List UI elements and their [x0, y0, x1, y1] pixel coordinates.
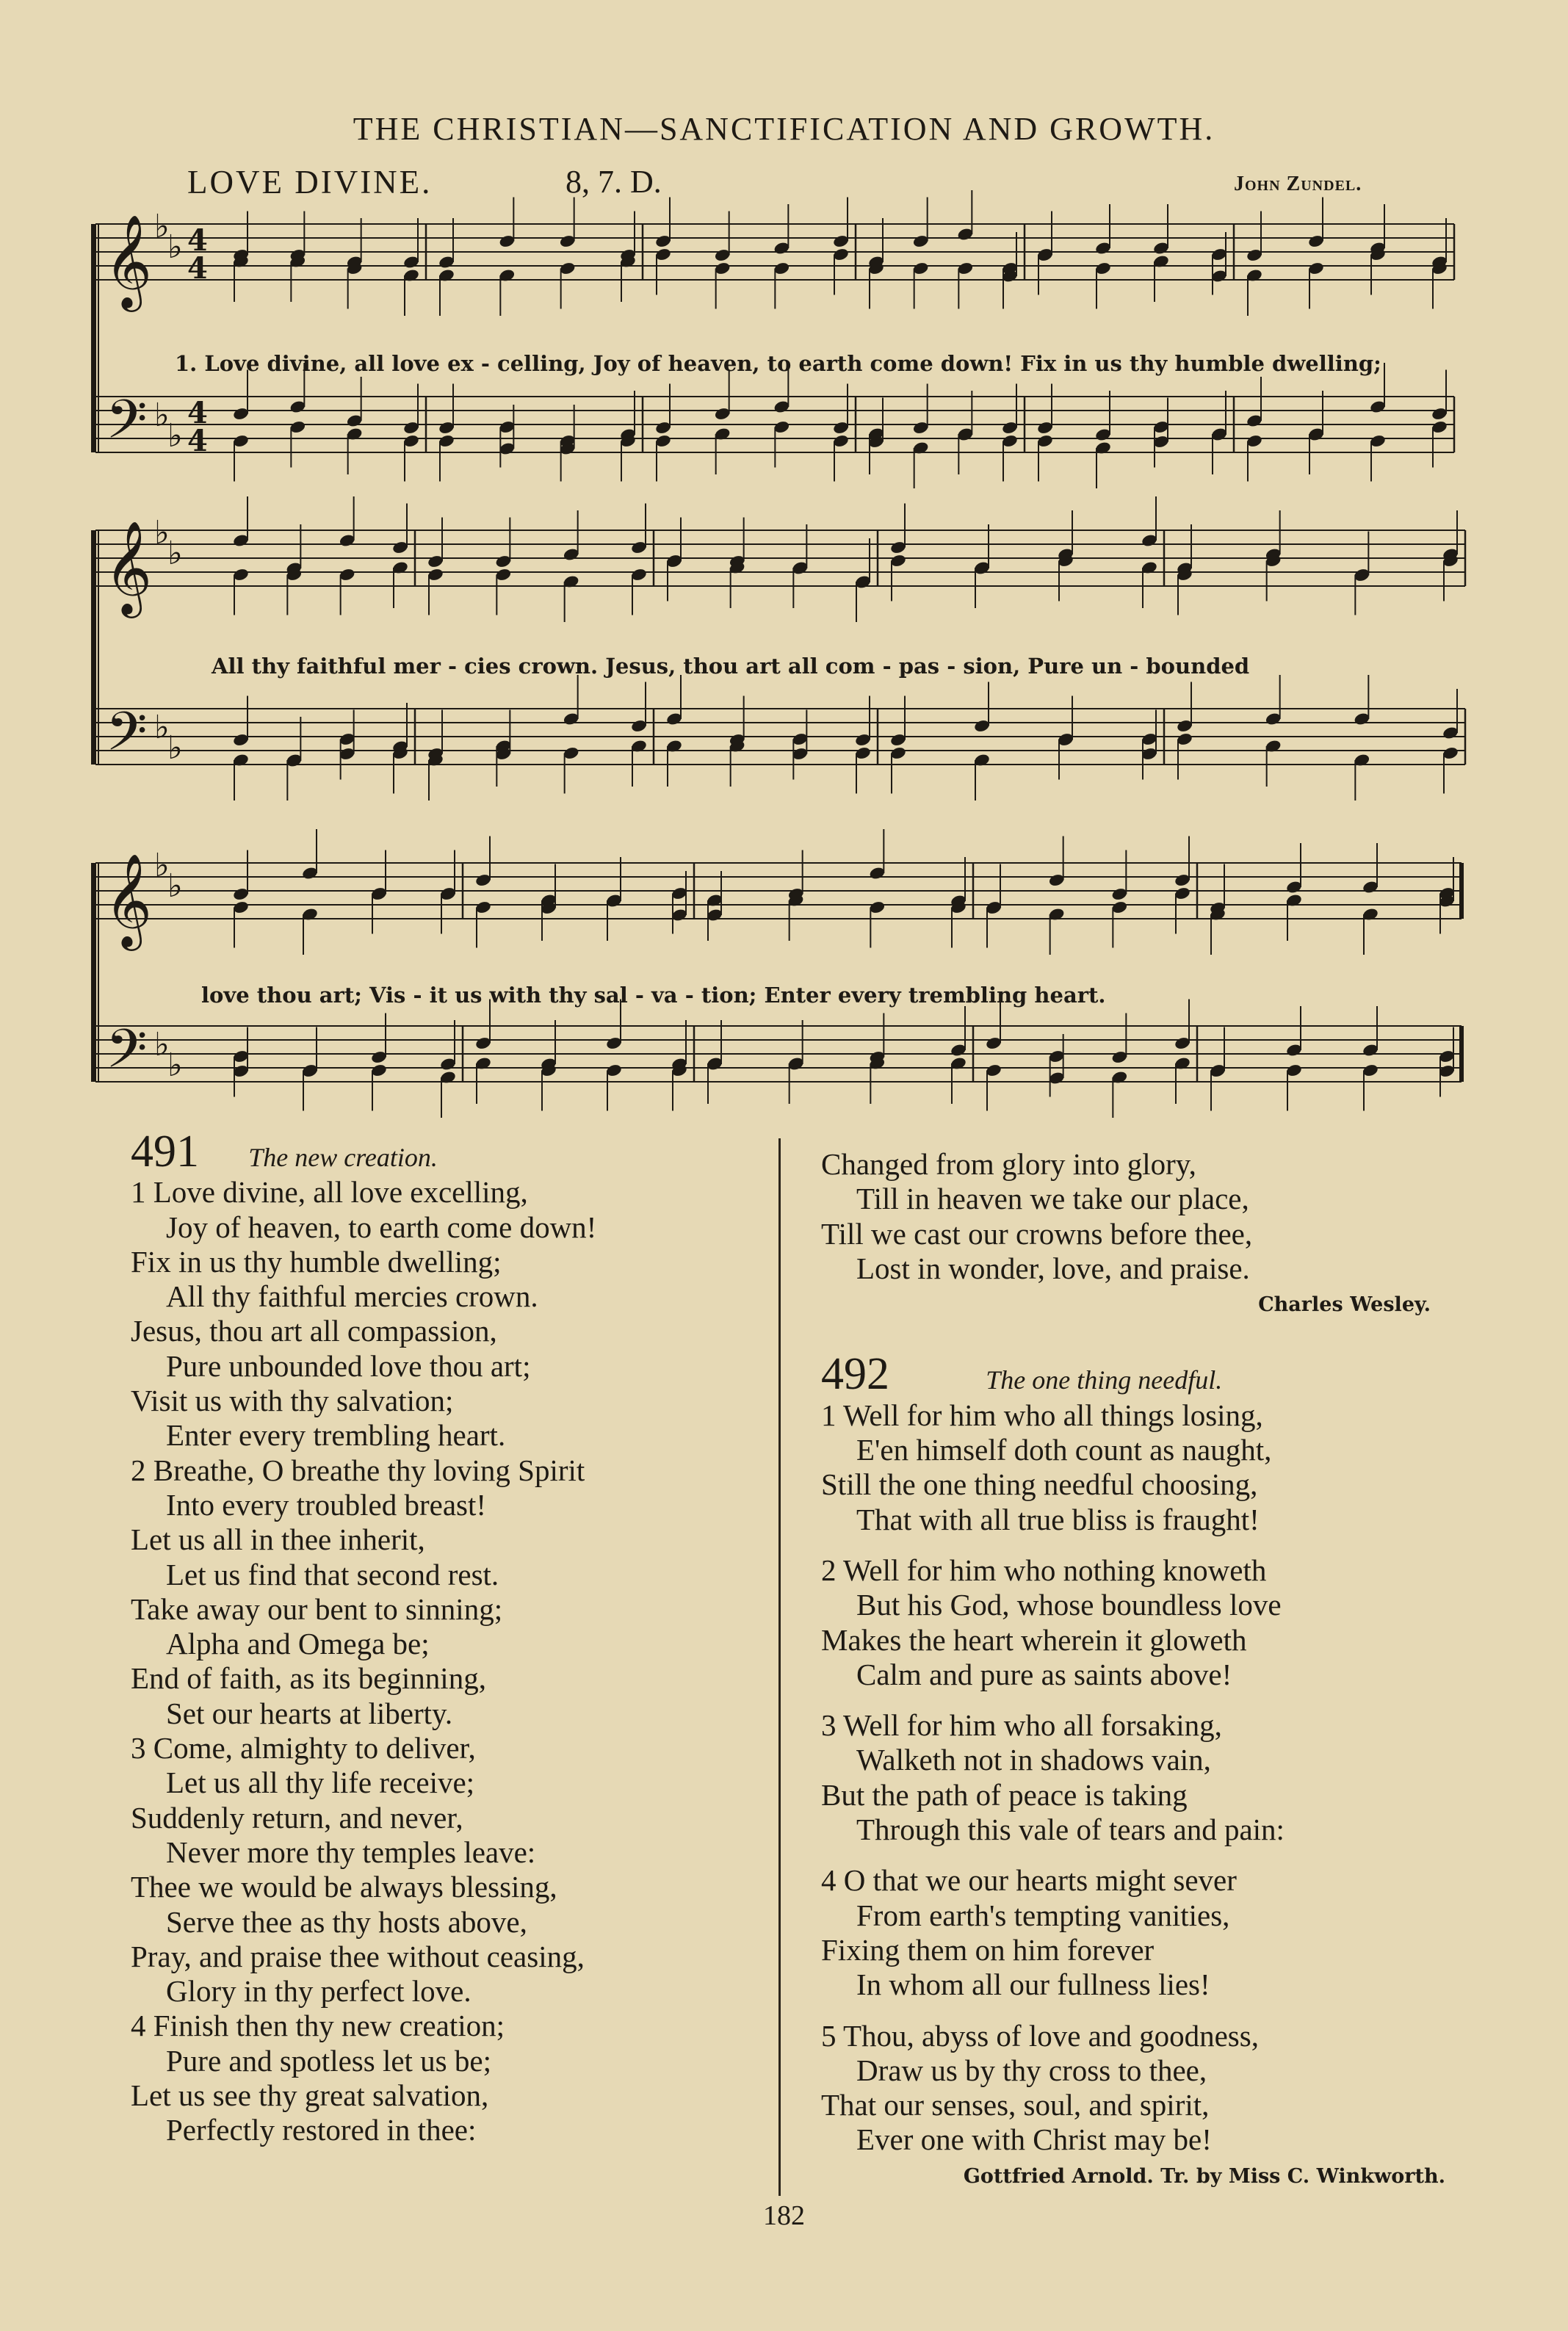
lyric-line-2: All thy faithful mer - cies crown. Jesus, thou art all com - pas - sion, Pure un - bounded	[212, 654, 1250, 679]
hymn-number: 491	[131, 1127, 199, 1177]
hymn-line: Never more thy temples leave:	[166, 1835, 536, 1869]
lyric-line-1: 1. Love divine, all love ex - celling, Joy of heaven, to earth come down! Fix in us thy humble dwelling;	[175, 351, 1381, 376]
flat-sign: ♭	[167, 535, 183, 572]
hymn-line: Let us find that second rest.	[166, 1557, 499, 1591]
hymn-line: Into every troubled breast!	[166, 1487, 487, 1522]
time-signature: 4	[187, 424, 208, 458]
stanza-gap	[821, 1847, 1445, 1863]
hymn-line: Visit us with thy salvation;	[131, 1384, 454, 1418]
flat-sign: ♭	[154, 208, 170, 245]
hymn-line: Ever one with Christ may be!	[856, 2122, 1212, 2157]
hymn-line: Jesus, thou art all compassion,	[131, 1314, 497, 1348]
lyric-line-3: love thou art; Vis - it us with thy sal - va - tion; Enter every trembling heart.	[201, 983, 1106, 1008]
flat-sign: ♭	[154, 709, 170, 746]
hymn-line: Glory in thy perfect love.	[166, 1974, 472, 2009]
hymn-heading	[821, 1349, 1445, 1400]
treble-clef: 𝄞	[104, 520, 153, 614]
hymn-491-continued	[821, 1147, 1445, 2194]
flat-sign: ♭	[154, 847, 170, 884]
composer: John Zundel.	[1234, 173, 1362, 195]
hymn-line: Perfectly restored in thee:	[166, 2113, 477, 2147]
hymn-line: Makes the heart wherein it gloweth	[821, 1622, 1247, 1657]
flat-sign: ♭	[167, 417, 183, 455]
hymn-line: Pure and spotless let us be;	[166, 2043, 491, 2078]
hymn-line: Walketh not in shadows vain,	[856, 1743, 1211, 1777]
running-head: THE CHRISTIAN—SANCTIFICATION AND GROWTH.	[353, 111, 1215, 147]
flat-sign: ♭	[154, 514, 170, 552]
bass-clef: 𝄢	[106, 1017, 148, 1093]
hymn-line: E'en himself doth count as naught,	[856, 1433, 1272, 1467]
hymn-subtitle: The one thing needful.	[986, 1365, 1223, 1395]
hymn-verses	[821, 1147, 1445, 1286]
stanza-gap	[821, 1537, 1445, 1553]
hymn-verses	[131, 1175, 596, 2147]
meter: 8, 7. D.	[566, 164, 662, 200]
hymn-491	[131, 1127, 597, 2148]
stanza-gap	[821, 2003, 1445, 2019]
hymn-line: In whom all our fullness lies!	[856, 1967, 1210, 2002]
hymn-line: Still the one thing needful choosing,	[821, 1467, 1258, 1502]
flat-sign: ♭	[167, 228, 183, 266]
hymn-line: Fixing them on him forever	[821, 1932, 1155, 1967]
tune-name: LOVE DIVINE.	[187, 164, 433, 200]
hymn-author: Charles Wesley.	[1258, 1293, 1431, 1317]
flat-sign: ♭	[167, 1047, 183, 1084]
hymn-author: Gottfried Arnold. Tr. by Miss C. Winkworth.	[963, 2164, 1445, 2188]
system-brace	[91, 863, 96, 1082]
hymn-line: Let us see thy great salvation,	[131, 2078, 489, 2113]
bass-clef: 𝄢	[106, 388, 148, 463]
hymn-line: Serve thee as thy hosts above,	[166, 1904, 527, 1939]
hymn-line: 3 Well for him who all forsaking,	[821, 1708, 1222, 1743]
treble-clef: 𝄞	[104, 853, 153, 947]
time-signature: 4	[187, 251, 208, 286]
system-brace	[91, 530, 96, 765]
hymn-line: 1 Love divine, all love excelling,	[131, 1175, 528, 1210]
hymn-line: That with all true bliss is fraught!	[856, 1502, 1260, 1536]
hymn-line: Till in heaven we take our place,	[856, 1182, 1249, 1216]
hymn-line: 2 Breathe, O breathe thy loving Spirit	[131, 1453, 585, 1487]
hymn-line: Alpha and Omega be;	[166, 1627, 430, 1661]
hymn-line: Set our hearts at liberty.	[166, 1696, 453, 1730]
hymn-line: Joy of heaven, to earth come down!	[166, 1210, 597, 1244]
hymn-line: 4 O that we our hearts might sever	[821, 1863, 1237, 1898]
hymn-line: Suddenly return, and never,	[131, 1800, 463, 1835]
hymn-line: That our senses, soul, and spirit,	[821, 2088, 1210, 2122]
flat-sign: ♭	[167, 867, 183, 905]
column-divider	[778, 1138, 781, 2196]
hymn-line: Till we cast our crowns before thee,	[821, 1216, 1253, 1251]
hymn-line: Changed from glory into glory,	[821, 1147, 1196, 1181]
hymn-line: Let us all in thee inherit,	[131, 1522, 425, 1557]
flat-sign: ♭	[154, 397, 170, 434]
hymn-line: Draw us by thy cross to thee,	[856, 2053, 1207, 2087]
hymn-line: 5 Thou, abyss of love and goodness,	[821, 2018, 1259, 2053]
hymn-line: 3 Come, almighty to deliver,	[131, 1731, 476, 1766]
flat-sign: ♭	[154, 1026, 170, 1063]
hymn-line: 2 Well for him who nothing knoweth	[821, 1553, 1267, 1587]
hymn-heading	[131, 1127, 596, 1177]
flat-sign: ♭	[167, 729, 183, 767]
hymn-line: 4 Finish then thy new creation;	[131, 2009, 505, 2043]
hymn-line: Calm and pure as saints above!	[856, 1657, 1232, 1691]
hymn-line: Thee we would be always blessing,	[131, 1870, 557, 1904]
time-signature: 4	[187, 396, 208, 430]
bass-clef: 𝄢	[106, 700, 148, 776]
hymn-line: From earth's tempting vanities,	[856, 1898, 1230, 1932]
hymn-line: Pure unbounded love thou art;	[166, 1348, 531, 1383]
hymn-line: But his God, whose boundless love	[856, 1588, 1282, 1622]
music-score	[0, 0, 1568, 1131]
hymn-line: 1 Well for him who all things losing,	[821, 1398, 1263, 1432]
page-number: 182	[763, 2200, 805, 2231]
stanza-gap	[821, 1692, 1445, 1708]
hymn-line: Let us all thy life receive;	[166, 1766, 475, 1800]
hymn-verses	[821, 1398, 1445, 2158]
hymn-number: 492	[821, 1349, 889, 1400]
hymn-line: Lost in wonder, love, and praise.	[856, 1251, 1250, 1285]
hymn-line: End of faith, as its beginning,	[131, 1661, 486, 1696]
hymn-subtitle: The new creation.	[248, 1143, 438, 1172]
hymn-line: Pray, and praise thee without ceasing,	[131, 1939, 585, 1973]
treble-clef: 𝄞	[104, 214, 153, 308]
hymn-line: All thy faithful mercies crown.	[166, 1279, 538, 1314]
system-brace	[91, 224, 96, 452]
hymn-line: Take away our bent to sinning;	[131, 1591, 503, 1626]
hymn-line: But the path of peace is taking	[821, 1777, 1188, 1812]
time-signature: 4	[187, 223, 208, 258]
hymn-line: Enter every trembling heart.	[166, 1418, 506, 1453]
hymn-line: Through this vale of tears and pain:	[856, 1813, 1285, 1847]
hymn-line: Fix in us thy humble dwelling;	[131, 1244, 502, 1279]
